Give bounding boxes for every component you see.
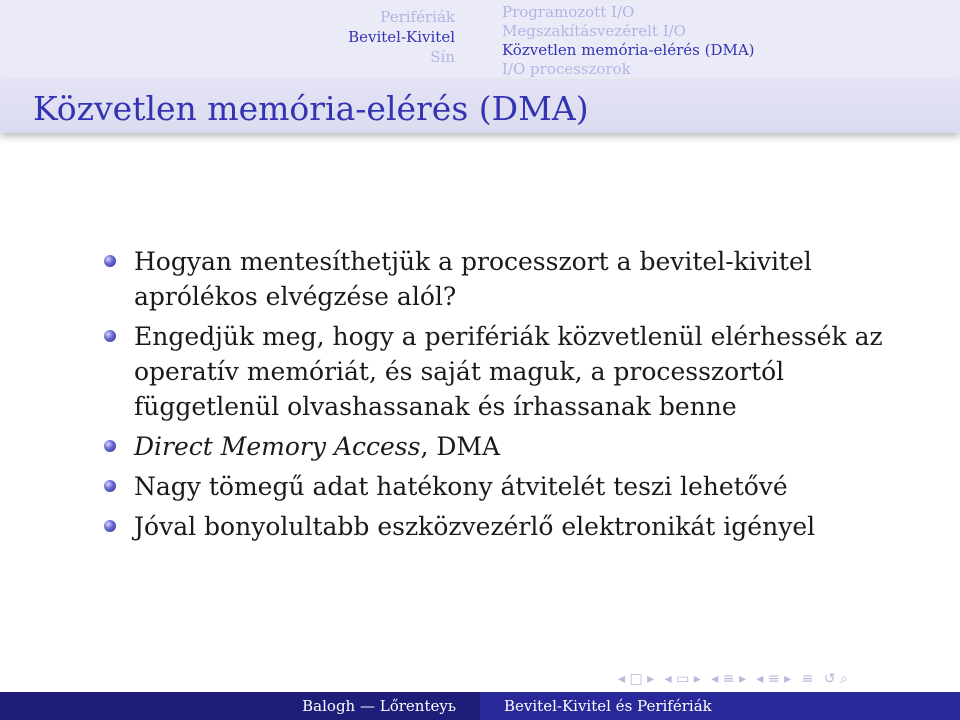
nav-section-icon[interactable]: ◂ ≡ ▸ bbox=[711, 671, 746, 687]
section-nav bbox=[348, 7, 455, 67]
bullet-ball-icon bbox=[104, 255, 116, 267]
section-link-periferiak[interactable]: Perifériák bbox=[380, 8, 455, 26]
bullet-ball-icon bbox=[104, 440, 116, 452]
subsection-link-io-processzorok[interactable]: I/O processzorok bbox=[502, 60, 631, 78]
bullet-ball-icon bbox=[104, 480, 116, 492]
subsection-link-megszakitas[interactable]: Megszakításvezérelt I/O bbox=[502, 22, 686, 40]
list-item bbox=[104, 429, 904, 464]
footer-title-box bbox=[480, 692, 960, 720]
subsection-link-programozott[interactable]: Programozott I/O bbox=[502, 3, 635, 21]
bullet-text: Nagy tömegű adat hatékony átvitelét teszi lehetővé bbox=[134, 472, 788, 501]
list-item bbox=[104, 244, 904, 314]
nav-prev-frame-icon[interactable]: ◂ □ ▸ bbox=[618, 671, 655, 687]
frame-title-bar bbox=[0, 80, 960, 133]
subsection-nav bbox=[502, 3, 755, 79]
section-link-bevitel-kivitel[interactable]: Bevitel-Kivitel bbox=[348, 28, 455, 46]
footer-bar bbox=[0, 692, 960, 720]
bullet-text: Engedjük meg, hogy a perifériák közvetlenül elérhessék az operatív memóriát, és saját maguk, a processzortól függetlenül olvashassanak és írhassanak benne bbox=[134, 322, 883, 421]
footer-author: Balogh — Lőrenteyь bbox=[302, 697, 456, 715]
bullet-text: Hogyan mentesíthetjük a processzort a bevitel-kivitel aprólékos elvégzése alól? bbox=[134, 247, 812, 311]
nav-search-icon[interactable]: ↺ ⌕ bbox=[823, 671, 848, 687]
navigation-symbols bbox=[618, 670, 854, 688]
page-title: Közvetlen memória-elérés (DMA) bbox=[33, 89, 589, 128]
nav-align-icon[interactable]: ◂ ≡ ▸ bbox=[756, 671, 792, 687]
section-link-sin[interactable]: Sín bbox=[430, 48, 455, 66]
nav-frame-align-icon[interactable]: ≡ bbox=[801, 671, 814, 687]
list-item bbox=[104, 319, 904, 424]
list-item bbox=[104, 509, 904, 544]
bullet-ball-icon bbox=[104, 330, 116, 342]
footer-short-title: Bevitel-Kivitel és Perifériák bbox=[504, 697, 712, 715]
bullet-ball-icon bbox=[104, 520, 116, 532]
subsection-link-dma[interactable]: Közvetlen memória-elérés (DMA) bbox=[502, 41, 755, 59]
bullet-text: , DMA bbox=[420, 432, 501, 461]
bullet-text: Jóval bonyolultabb eszközvezérlő elektronikát igényel bbox=[134, 512, 816, 541]
list-item bbox=[104, 469, 904, 504]
footer-author-box bbox=[0, 692, 480, 720]
bullet-text-italic: Direct Memory Access bbox=[134, 432, 421, 461]
bullet-list bbox=[104, 244, 904, 549]
headline-bar bbox=[0, 0, 960, 80]
nav-subsection-icon[interactable]: ◂ ▭ ▸ bbox=[664, 671, 701, 687]
